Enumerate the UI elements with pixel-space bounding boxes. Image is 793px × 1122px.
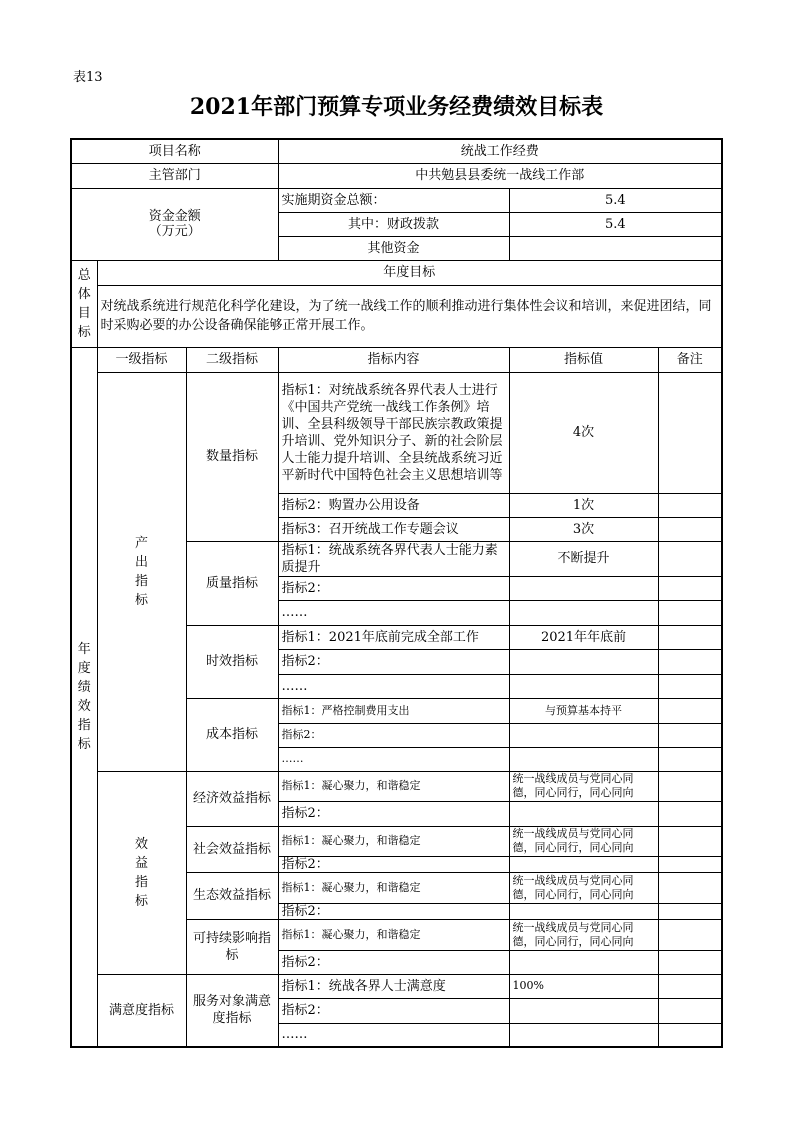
indicator-content: 指标2：: [278, 950, 509, 974]
indicator-value: 统一战线成员与党同心同德，同心同行，同心同向: [509, 826, 658, 856]
indicator-value: [509, 801, 658, 826]
remark: [658, 625, 722, 649]
indicator-content: 指标1：凝心聚力，和谐稳定: [278, 826, 509, 856]
remark: [658, 801, 722, 826]
indicator-content: ……: [278, 1023, 509, 1047]
fiscal-funds-label: 其中：财政拨款: [278, 212, 509, 236]
sub-label: 数量指标: [186, 372, 278, 541]
remark: [658, 493, 722, 517]
remark: [658, 576, 722, 600]
sub-label: 成本指标: [186, 698, 278, 771]
remark: [658, 974, 722, 998]
remark: [658, 998, 722, 1023]
remark: [658, 919, 722, 950]
remark: [658, 600, 722, 625]
remark: [658, 674, 722, 698]
project-name-value: 统战工作经费: [278, 139, 722, 163]
sub-label: 社会效益指标: [186, 826, 278, 872]
indicator-content: 指标1：对统战系统各界代表人士进行《中国共产党统一战线工作条例》培训、全县科级领导干部民族宗教政策提升培训、党外知识分子、新的社会阶层人士能力提升培训、全县统战系统习近平新时代中国特色社会主义思想培训等: [278, 372, 509, 493]
indicator-content: 指标2：: [278, 903, 509, 919]
column-header: 一级指标: [97, 347, 186, 372]
indicator-value: 统一战线成员与党同心同德，同心同行，同心同向: [509, 919, 658, 950]
indicator-content: 指标2：: [278, 649, 509, 674]
indicator-value: 100%: [509, 974, 658, 998]
table-number: 表13: [73, 70, 103, 85]
benefit-label-cell: [97, 771, 186, 974]
sub-label: 时效指标: [186, 625, 278, 698]
remark: [658, 541, 722, 576]
remark: [658, 517, 722, 541]
indicator-content: ……: [278, 600, 509, 625]
indicator-value: 统一战线成员与党同心同德，同心同行，同心同向: [509, 771, 658, 801]
indicator-value: [509, 903, 658, 919]
benefit-label: 效益指标: [135, 836, 149, 909]
indicator-content: 指标1：凝心聚力，和谐稳定: [278, 919, 509, 950]
column-header: 指标值: [509, 347, 658, 372]
indicator-content: 指标1：严格控制费用支出: [278, 698, 509, 723]
remark: [658, 856, 722, 872]
perf-label: 年度绩效指标: [77, 641, 91, 752]
indicator-content: 指标2：: [278, 801, 509, 826]
indicator-value: [509, 747, 658, 771]
indicator-value: 不断提升: [509, 541, 658, 576]
column-header: 二级指标: [186, 347, 278, 372]
annual-goal-text: 对统战系统进行规范化科学化建设，为了统一战线工作的顺利推动进行集体性会议和培训，来促进团结，同时采购必要的办公设备确保能够正常开展工作。: [97, 285, 722, 347]
indicator-value: [509, 674, 658, 698]
indicator-value: [509, 998, 658, 1023]
indicator-content: 指标1：凝心聚力，和谐稳定: [278, 771, 509, 801]
indicator-value: [509, 723, 658, 747]
dept-value: 中共勉县县委统一战线工作部: [278, 163, 722, 188]
indicator-value: [509, 576, 658, 600]
sub-label: 可持续影响指标: [186, 919, 278, 974]
indicator-content: 指标1：统战各界人士满意度: [278, 974, 509, 998]
remark: [658, 872, 722, 903]
indicator-content: 指标2：购置办公用设备: [278, 493, 509, 517]
indicator-content: 指标3：召开统战工作专题会议: [278, 517, 509, 541]
indicator-value: 1次: [509, 493, 658, 517]
indicator-content: 指标2：: [278, 998, 509, 1023]
remark: [658, 771, 722, 801]
indicator-value: [509, 600, 658, 625]
indicator-content: 指标2：: [278, 723, 509, 747]
remark: [658, 826, 722, 856]
perf-label-cell: [71, 347, 97, 1047]
column-header: 指标内容: [278, 347, 509, 372]
overall-goal-label-cell: [71, 260, 97, 347]
indicator-value: 3次: [509, 517, 658, 541]
other-funds-value: [509, 236, 722, 260]
annual-goal-label: 年度目标: [97, 260, 722, 285]
indicator-content: 指标1：统战系统各界代表人士能力素质提升: [278, 541, 509, 576]
page-title: 2021年部门预算专项业务经费绩效目标表: [189, 94, 604, 120]
project-name-label: 项目名称: [71, 139, 278, 163]
satisfaction-label: 满意度指标: [97, 974, 186, 1047]
column-header: 备注: [658, 347, 722, 372]
overall-goal-label: 总体目标: [77, 267, 91, 340]
remark: [658, 950, 722, 974]
indicator-value: 统一战线成员与党同心同德，同心同行，同心同向: [509, 872, 658, 903]
remark: [658, 723, 722, 747]
remark: [658, 372, 722, 493]
funds-unit: （万元）: [148, 224, 201, 239]
indicator-value: 与预算基本持平: [509, 698, 658, 723]
remark: [658, 1023, 722, 1047]
remark: [658, 903, 722, 919]
dept-label: 主管部门: [71, 163, 278, 188]
remark: [658, 649, 722, 674]
output-label-cell: [97, 372, 186, 771]
indicator-content: 指标2：: [278, 576, 509, 600]
total-funds-value: 5.4: [509, 188, 722, 212]
sub-label: 经济效益指标: [186, 771, 278, 826]
output-label: 产出指标: [135, 535, 149, 608]
total-funds-label: 实施期资金总额：: [278, 188, 509, 212]
funds-label: 资金金额: [148, 209, 201, 224]
sub-label: 质量指标: [186, 541, 278, 625]
indicator-content: 指标1：2021年底前完成全部工作: [278, 625, 509, 649]
indicator-value: [509, 1023, 658, 1047]
indicator-value: [509, 856, 658, 872]
funds-label-cell: [71, 188, 278, 260]
remark: [658, 698, 722, 723]
indicator-content: ……: [278, 747, 509, 771]
sub-label: 服务对象满意度指标: [186, 974, 278, 1047]
performance-target-table: [70, 138, 723, 1048]
other-funds-label: 其他资金: [278, 236, 509, 260]
sub-label: 生态效益指标: [186, 872, 278, 919]
indicator-content: ……: [278, 674, 509, 698]
indicator-content: 指标1：凝心聚力，和谐稳定: [278, 872, 509, 903]
fiscal-funds-value: 5.4: [509, 212, 722, 236]
indicator-value: 2021年年底前: [509, 625, 658, 649]
indicator-value: [509, 950, 658, 974]
remark: [658, 747, 722, 771]
indicator-value: 4次: [509, 372, 658, 493]
indicator-content: 指标2：: [278, 856, 509, 872]
indicator-value: [509, 649, 658, 674]
